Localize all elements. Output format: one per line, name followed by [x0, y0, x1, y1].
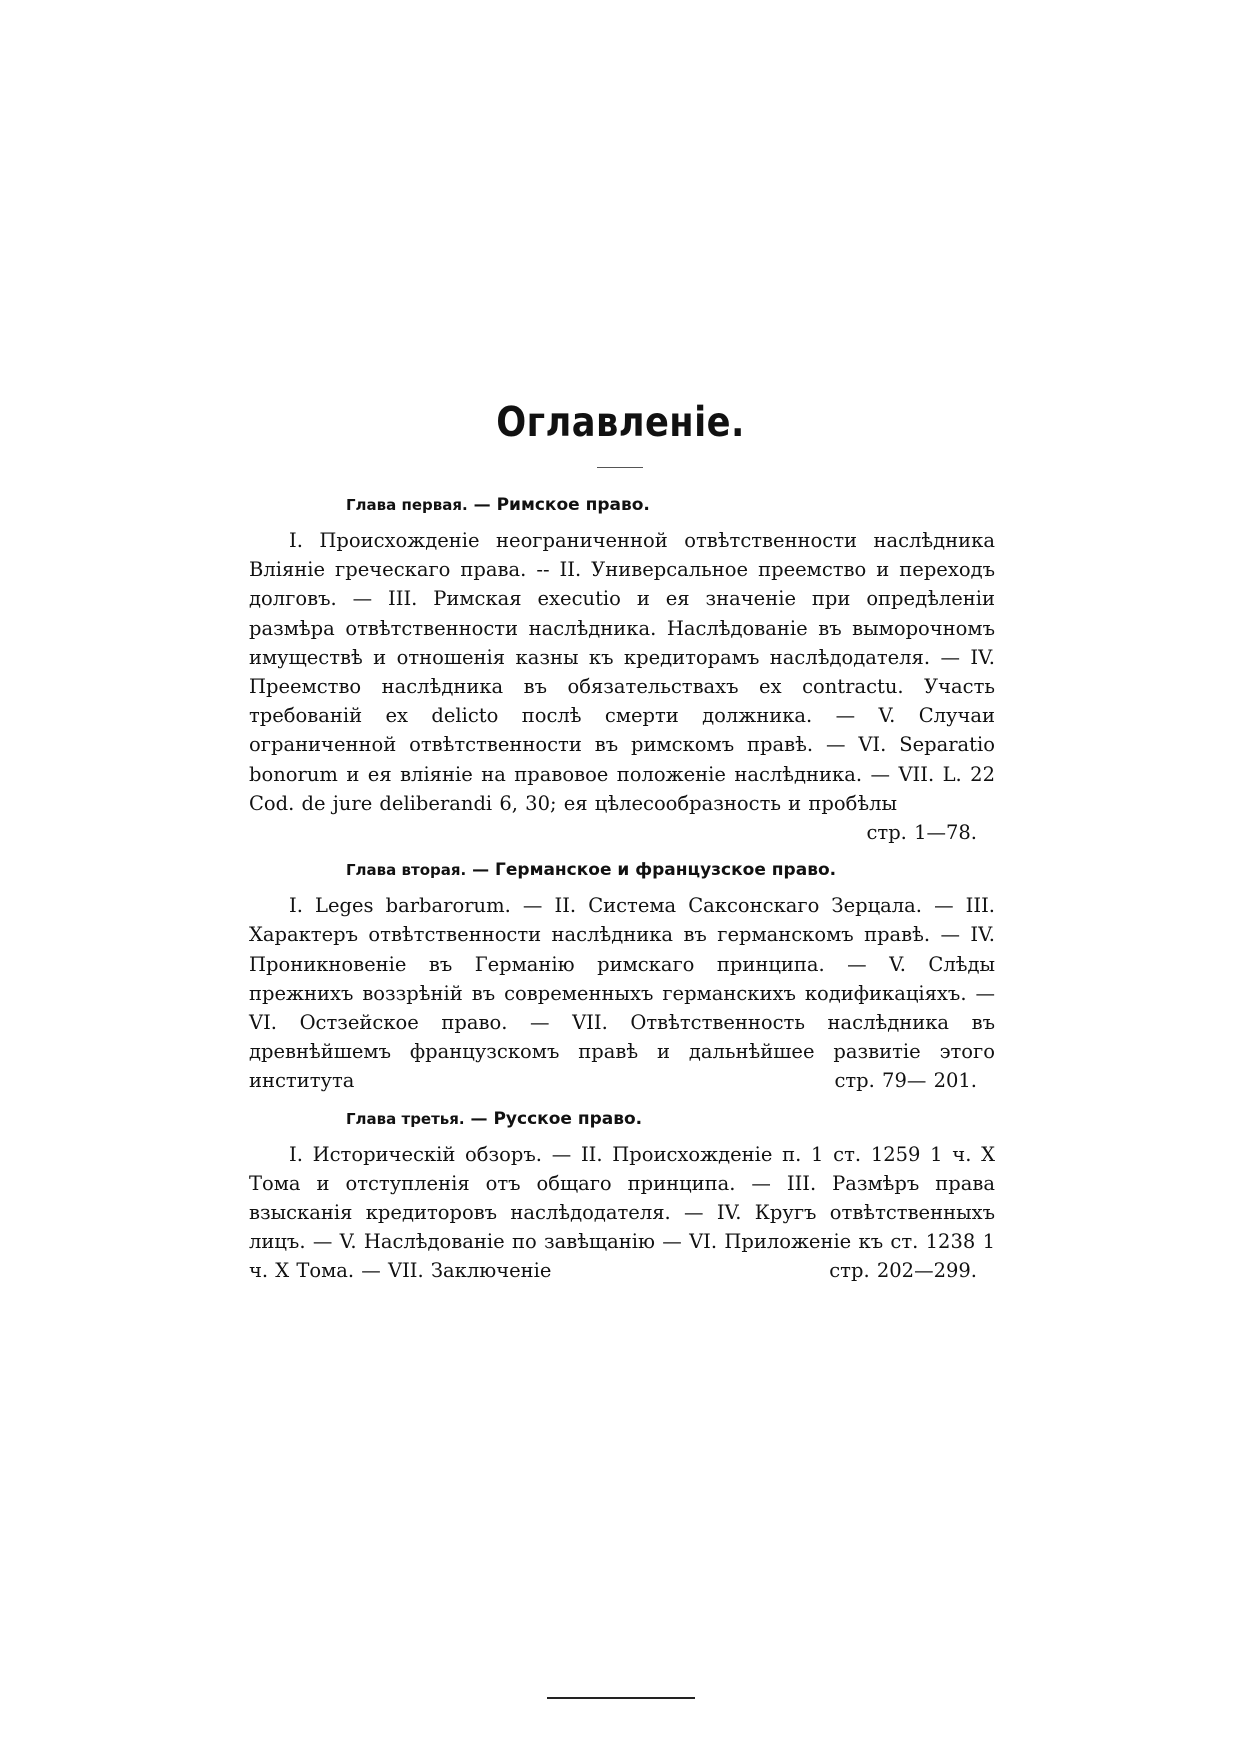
page-title: Оглавленіе.	[496, 398, 745, 446]
chapter-dash: —	[467, 495, 497, 515]
chapter-page-range: стр. 79— 201.	[834, 1069, 977, 1093]
chapter-name: Германское и французское право.	[495, 860, 837, 881]
chapter-1	[249, 492, 995, 847]
chapter-heading	[346, 1106, 995, 1132]
chapter-name: Римское право.	[496, 495, 650, 515]
chapter-name: Русское право.	[493, 1108, 643, 1129]
closing-divider	[547, 1697, 695, 1699]
chapter-dash: —	[466, 860, 496, 881]
chapter-summary-text: I. Историческій обзоръ. — II. Происхожденіе п. 1 ст. 1259 1 ч. X Тома и отступленія отъ общаго принципа. — III. Размѣръ права взысканія кредиторовъ наслѣдодателя. — IV. Кругъ отвѣтственныхъ лицъ. — V. Наслѣдованіе по завѣщанію — VI. Приложеніе къ ст. 1238 1 ч. X Тома. — VII. Заключеніе	[249, 1142, 995, 1283]
chapter-summary-text: I. Происхожденіе неограниченной отвѣтственности наслѣдника Вліяніе греческаго права. -- II. Универсальное преемство и переходъ долговъ. — III. Римская executio и ея значеніе при опредѣленіи размѣра отвѣтственности наслѣдника. Наслѣдованіе въ выморочномъ имуществѣ и отношенія казны къ кредиторамъ наслѣдодателя. — IV. Преемство наслѣдника въ обязательствахъ ex contractu. Участь требованій ex delicto послѣ смерти должника. — V. Случаи ограниченной отвѣтственности въ римскомъ правѣ. — VI. Separatio bonorum и ея вліяніе на правовое положеніе наслѣдника. — VII. L. 22 Cod. de jure deliberandi 6, 30; ея цѣлесообразность и пробѣлы	[249, 529, 995, 815]
chapter-heading	[346, 492, 995, 518]
chapter-page-range: стр. 1—78.	[866, 821, 977, 845]
chapter-summary	[249, 891, 995, 1095]
chapter-page-range: стр. 202—299.	[829, 1259, 977, 1283]
chapter-dash: —	[464, 1108, 494, 1129]
title-divider	[597, 467, 643, 468]
chapter-label: Глава первая.	[346, 496, 468, 514]
chapter-2	[249, 857, 995, 1095]
chapter-3	[249, 1106, 995, 1286]
chapter-summary	[249, 526, 995, 847]
table-of-contents	[249, 492, 995, 1296]
chapter-heading	[346, 857, 995, 883]
chapter-summary-text: I. Leges barbarorum. — II. Система Саксонскаго Зерцала. — III. Характеръ отвѣтственности наслѣдника въ германскомъ правѣ. — IV. Проникновеніе въ Германію римскаго принципа. — V. Слѣды прежнихъ воззрѣній въ современныхъ германскихъ кодификаціяхъ. — VI. Остзейское право. — VII. Отвѣтственность наслѣдника въ древнѣйшемъ французскомъ правѣ и дальнѣйшее развитіе этого института	[249, 894, 995, 1093]
chapter-label: Глава вторая.	[346, 861, 467, 880]
chapter-summary	[249, 1140, 995, 1286]
chapter-label: Глава третья.	[346, 1109, 465, 1128]
